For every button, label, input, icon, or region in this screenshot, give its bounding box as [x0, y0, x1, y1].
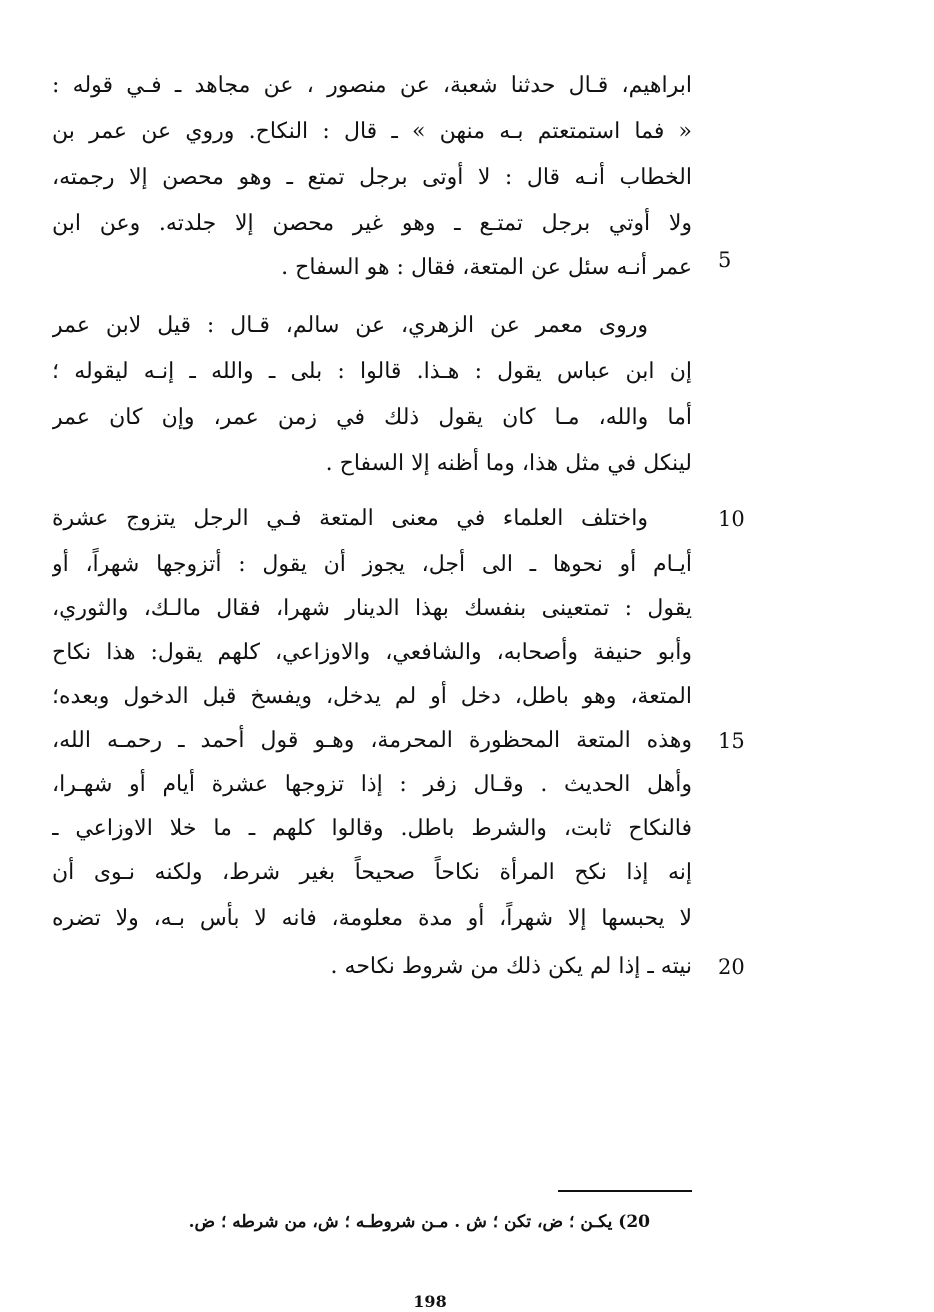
text-line: وهذه المتعة المحظورة المحرمة، وهـو قول أحمد ـ رحمـه الله،	[52, 728, 692, 753]
line-number-5: 5	[718, 248, 732, 272]
text-line: الخطاب أنـه قال : لا أوتى برجل تمتع ـ وهو محصن إلا رجمته،	[52, 165, 692, 190]
text-line: يقول : تمتعينى بنفسك بهذا الدينار شهرا، فقال مالـك، والثوري،	[52, 596, 692, 621]
text-line: واختلف العلماء في معنى المتعة فـي الرجل يتزوج عشرة	[52, 506, 648, 531]
line-number-10: 10	[718, 507, 745, 531]
footnote-divider	[558, 1190, 692, 1192]
text-line: لينكل في مثل هذا، وما أظنه إلا السفاح .	[325, 451, 692, 476]
text-line: ولا أوتي برجل تمتـع ـ وهو غير محصن إلا جلدته. وعن ابن	[52, 211, 692, 236]
page-number: 198	[413, 1292, 447, 1311]
text-line: وأبو حنيفة وأصحابه، والشافعي، والاوزاعي، كلهم يقول: هذا نكاح	[52, 640, 692, 665]
text-line: عمر أنـه سئل عن المتعة، فقال : هو السفاح .	[281, 255, 692, 280]
text-line: إن ابن عباس يقول : هـذا. قالوا : بلى ـ والله ـ إنـه ليقوله ؛	[52, 359, 692, 384]
line-number-20: 20	[718, 955, 745, 979]
footnote: 20) يكـن ؛ ض، تكن ؛ ش . مـن شروطـه ؛ ش، من شرطه ؛ ض.	[188, 1212, 650, 1232]
text-line: نيته ـ إذا لم يكن ذلك من شروط نكاحه .	[330, 954, 692, 979]
text-line: إنه إذا نكح المرأة نكاحاً صحيحاً بغير شرط، ولكنه نـوى أن	[52, 860, 692, 885]
text-line: وروى معمر عن الزهري، عن سالم، قـال : قيل لابن عمر	[52, 313, 648, 338]
text-line: « فما استمتعتم بـه منهن » ـ قال : النكاح. وروي عن عمر بن	[52, 119, 692, 144]
text-line: فالنكاح ثابت، والشرط باطل. وقالوا كلهم ـ ما خلا الاوزاعي ـ	[52, 816, 692, 841]
text-line: ابراهيم، قـال حدثنا شعبة، عن منصور ، عن مجاهد ـ فـي قوله :	[52, 73, 692, 98]
text-line: لا يحبسها إلا شهراً، أو مدة معلومة، فانه لا بأس بـه، ولا تضره	[52, 906, 692, 931]
text-line: المتعة، وهو باطل، دخل أو لم يدخل، ويفسخ قبل الدخول وبعده؛	[52, 684, 692, 709]
text-line: وأهل الحديث . وقـال زفر : إذا تزوجها عشرة أيام أو شهـرا،	[52, 772, 692, 797]
text-line: أيـام أو نحوها ـ الى أجل، يجوز أن يقول : أتزوجها شهراً، أو	[52, 552, 692, 577]
text-line: أما والله، مـا كان يقول ذلك في زمن عمر، وإن كان عمر	[52, 405, 692, 430]
line-number-15: 15	[718, 729, 745, 753]
